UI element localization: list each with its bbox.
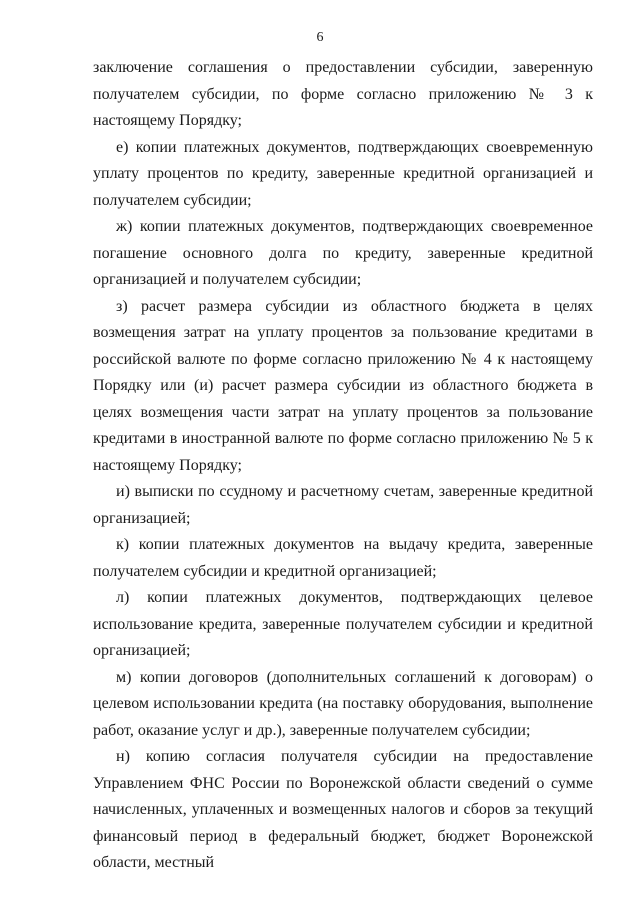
paragraph-item-z: з) расчет размера субсидии из областного бюджета в целях возмещения затрат на уплату процентов за пользование кредитами в российской валюте по форме согласно приложению № 4 к настоящему Порядку или (и) расчет размера субсидии из областного бюджета в целях возмещения части затрат на уплату процентов за пользование кредитами в иностранной валюте по форме согласно приложению № 5 к настоящему Порядку; — [93, 297, 593, 474]
paragraph-item-k: к) копии платежных документов на выдачу кредита, заверенные получателем субсидии и кредитной организацией; — [93, 536, 593, 580]
paragraph-item-i: и) выписки по ссудному и расчетному счетам, заверенные кредитной организацией; — [93, 483, 593, 527]
paragraph-item-m: м) копии договоров (дополнительных соглашений к договорам) о целевом использовании кредита (на поставку оборудования, выполнение работ, оказание услуг и др.), заверенные получателем субсидии; — [93, 668, 593, 739]
paragraph-item-e: е) копии платежных документов, подтверждающих своевременную уплату процентов по кредиту, заверенные кредитной организацией и получателем субсидии; — [93, 138, 593, 209]
paragraph-item-zh: ж) копии платежных документов, подтверждающих своевременное погашение основного долга по кредиту, заверенные кредитной организацией и получателем субсидии; — [93, 218, 593, 288]
paragraph-item-l: л) копии платежных документов, подтверждающих целевое использование кредита, заверенные получателем субсидии и кредитной организацией; — [93, 589, 593, 659]
paragraph-item-n: н) копию согласия получателя субсидии на предоставление Управлением ФНС России по Воронежской области сведений о сумме начисленных, уплаченных и возмещенных налогов и сборов за текущий финансовый период в федеральный бюджет, бюджет Воронежской области, местный — [93, 748, 593, 871]
document-body — [93, 55, 593, 877]
paragraph-continuation: заключение соглашения о предоставлении субсидии, заверенную получателем субсидии, по форме согласно приложению № 3 к настоящему Порядку; — [93, 59, 593, 129]
page-number: 6 — [316, 30, 324, 45]
